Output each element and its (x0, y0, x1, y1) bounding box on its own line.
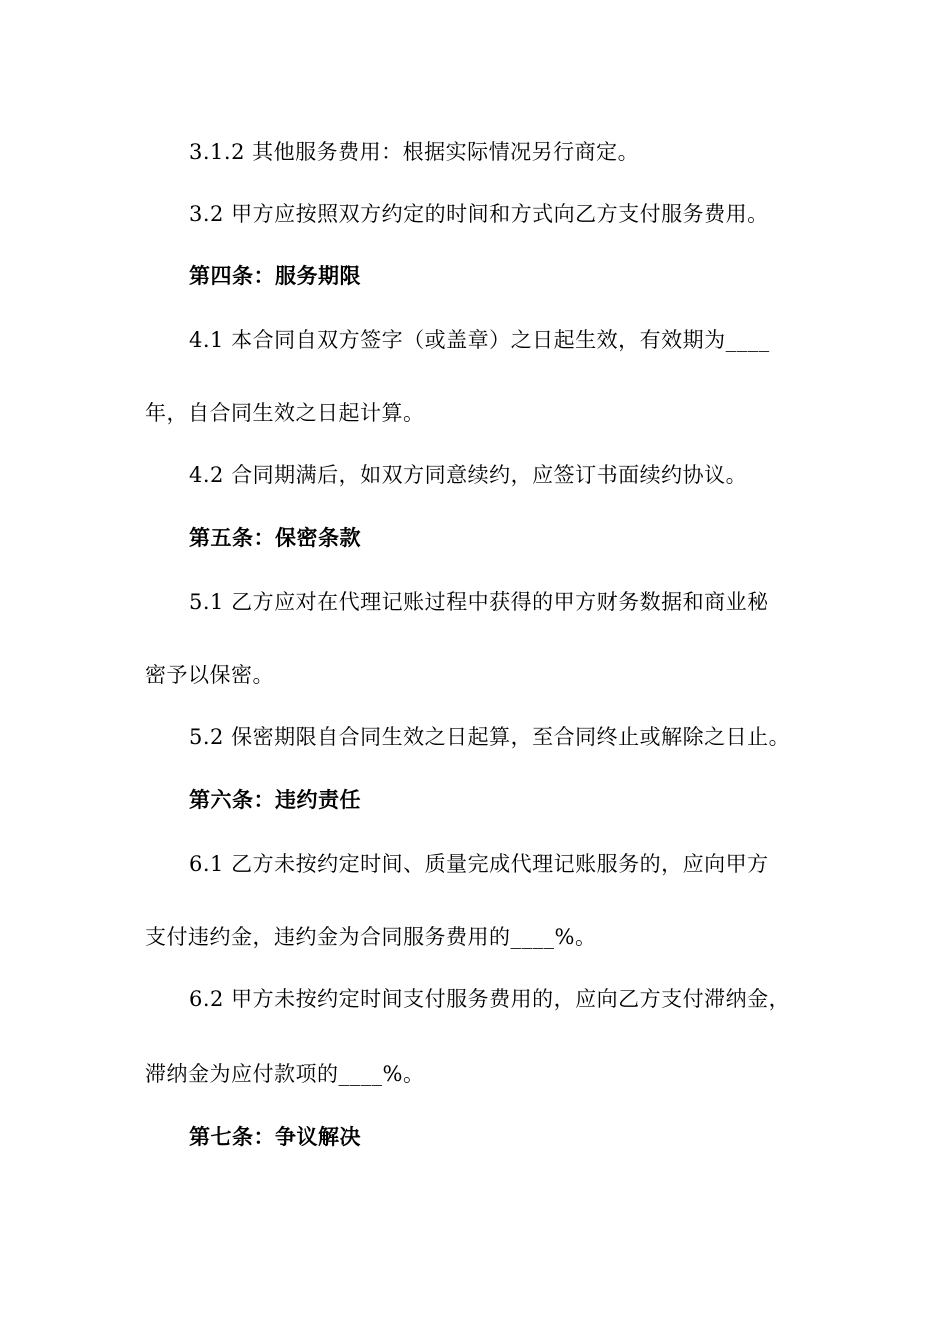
heading-article-6: 第六条：违约责任 (189, 788, 361, 812)
heading-article-4: 第四条：服务期限 (189, 264, 361, 288)
heading-article-5: 第五条：保密条款 (189, 526, 361, 550)
clause-4-1: 4.1 本合同自双方签字（或盖章）之日起生效，有效期为____ (189, 328, 770, 352)
clause-3-2: 3.2 甲方应按照双方约定的时间和方式向乙方支付服务费用。 (189, 202, 769, 226)
clause-5-1: 5.1 乙方应对在代理记账过程中获得的甲方财务数据和商业秘 (189, 590, 769, 614)
clause-6-2-continued: 滞纳金为应付款项的____%。 (145, 1062, 425, 1086)
clause-4-2: 4.2 合同期满后，如双方同意续约，应签订书面续约协议。 (189, 463, 748, 487)
clause-6-1-continued: 支付违约金，违约金为合同服务费用的____%。 (145, 925, 597, 949)
clause-5-1-continued: 密予以保密。 (145, 663, 274, 687)
heading-article-7: 第七条：争议解决 (189, 1125, 361, 1149)
clause-6-1: 6.1 乙方未按约定时间、质量完成代理记账服务的，应向甲方 (189, 852, 769, 876)
clause-6-2: 6.2 甲方未按约定时间支付服务费用的，应向乙方支付滞纳金， (189, 987, 791, 1011)
clause-4-1-continued: 年，自合同生效之日起计算。 (145, 401, 425, 425)
clause-5-2: 5.2 保密期限自合同生效之日起算，至合同终止或解除之日止。 (189, 725, 791, 749)
clause-3-1-2: 3.1.2 其他服务费用：根据实际情况另行商定。 (189, 140, 640, 164)
